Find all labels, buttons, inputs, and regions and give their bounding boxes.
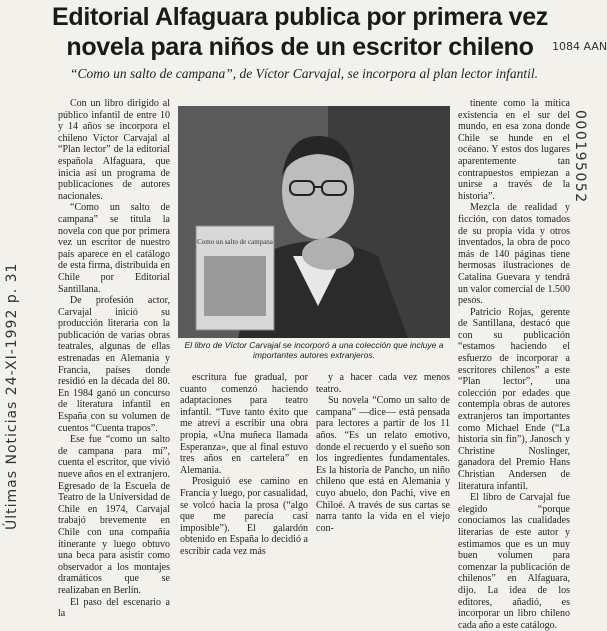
column-2: [180, 372, 308, 558]
author-photo: [178, 106, 450, 338]
paragraph: “Como un salto de campana” se titula la novela con que por primera vez un escritor de nuestro país aparece en el catálogo de esta firma, distribuida en Chile por Editorial Santillana.: [58, 202, 170, 295]
paragraph: El paso del escenario a la: [58, 596, 170, 620]
paragraph: tinente como la mítica existencia en el sur del mundo, en esa zona donde Chile se hunde en el océano. Y estos dos lugares aparentemente tan contrapuestos empiezan a unirse a través de la historia”.: [458, 98, 570, 202]
handwritten-corner-note: 1084 AAN: [552, 40, 607, 53]
paragraph: De profesión actor, Carvajal inició su producción literaria con la publicación de varias obras teatrales, algunas de ellas estrenadas en Alemania y Francia, países donde residió en la década del 80. En 1984 ganó un concurso de literatura infantil en España con su volumen de cuentos “Cuenta trapos”.: [58, 295, 170, 434]
handwritten-source-note: Últimas Noticias 24-XI-1992 p. 31: [4, 262, 20, 530]
paragraph: Patricio Rojas, gerente de Santillana, destacó que con su publicación “estamos haciendo el esfuerzo de incorporar a escritores chilenos” a este “Plan lector”, una colección por edades que contempla obras de autores extranjeros tan importantes como Michael Ende (“La historia sin fin”), Janosch y Christine Noslinger, ganadora del Premio Hans Christian Andersen de literatura infantil.: [458, 306, 570, 492]
paragraph: El libro de Carvajal fue elegido “porque conocíamos las cualidades literarias de este autor y estimamos que es un muy buen volumen para comenzar la publicación de chilenos” en Alfaguara, dijo. La idea de los editores, añadió, es incorporar un libro chileno cada año a este catálogo.: [458, 492, 570, 631]
column-3: [316, 372, 450, 534]
paragraph: escritura fue gradual, por cuanto comenzó haciendo adaptaciones para teatro infantil. “Tuve tanto éxito que me atreví a escribir una obra propia, «Una muñeca llamada Esperanza», que al final estuvo tres años en cartelera” en Alemania.: [180, 372, 308, 476]
column-4: [458, 98, 570, 631]
headline: Editorial Alfaguara publica por primera vez novela para niños de un escritor chileno: [51, 3, 549, 61]
subheadline: “Como un salto de campana”, de Víctor Carvajal, se incorpora al plan lector infantil.: [70, 66, 538, 81]
book-cover-title: Como un salto de campana: [197, 238, 273, 246]
paragraph: Con un libro dirigido al público infantil de entre 10 y 14 años se incorpora el chileno Víctor Carvajal al “Plan lector” de la editorial española Alfaguara, que inicia así un programa de publicaciones de autores nacionales.: [58, 98, 170, 202]
paragraph: y a hacer cada vez menos teatro.: [316, 372, 450, 395]
handwritten-archive-number: 000195052: [572, 110, 588, 204]
photo-caption: El libro de Víctor Carvajal se incorporó a una colección que incluye a importantes autores extranjeros.: [184, 340, 444, 360]
paragraph: Prosiguió ese camino en Francia y luego, por casualidad, se volcó hacia la prosa (“algo que me parecía casi imposible”). El galardón obtenido en España lo decidió a escribir cada vez más: [180, 476, 308, 557]
author-portrait-illustration: [178, 106, 450, 338]
paragraph: Ese fue “como un salto de campana para mí”, cuenta el escritor, que vivió nueve años en el extranjero. Egresado de la Escuela de Teatro de la Universidad de Chile en 1974, Carvajal trabajó brevemente en Chile con una compañía itinerante y luego obtuvo una beca para asistir como observador a los montajes dramáticos que se realizaban en Berlín.: [58, 434, 170, 596]
paragraph: Mezcla de realidad y ficción, con datos tomados de su propia vida y otros inventados, la obra de poco más de 140 páginas tiene hermosas ilustraciones de Catalina Guevara y tendrá un valor comercial de 1.500 pesos.: [458, 202, 570, 307]
column-1: [58, 98, 170, 620]
paragraph: Su novela “Como un salto de campana” —dice— está pensada para lectores a partir de los 11 años. “Es un relato emotivo, donde el recuerdo y el sueño son los ingredientes fundamentales. Es la historia de Pancho, un niño chileno que está en Alemania y cuyo abuelo, don Pachi, vive en Chiloé. A través de sus cartas se narra tanto la vida en el viejo con-: [316, 395, 450, 534]
